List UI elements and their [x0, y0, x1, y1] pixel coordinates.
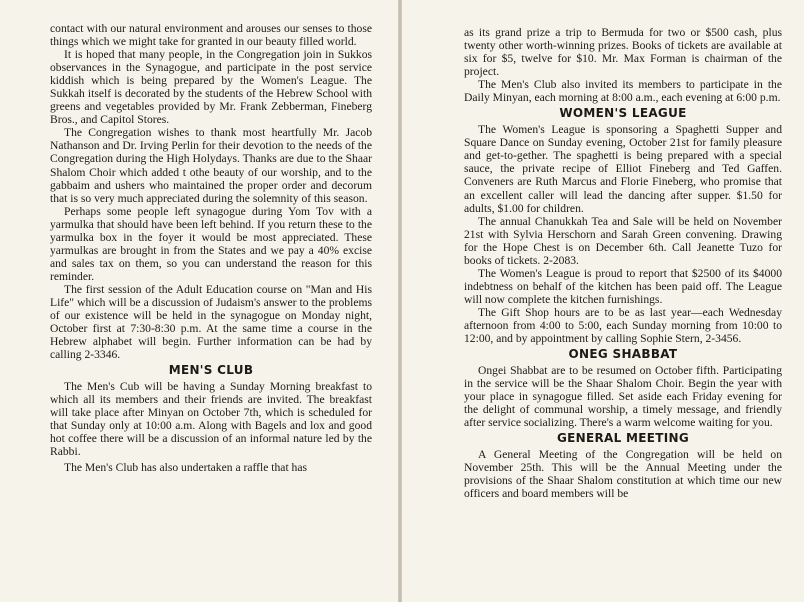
- paragraph-spaghetti-supper: The Women's League is sponsoring a Spaghetti Supper and Square Dance on Sunday evening, October 21st for family pleasure and get-to-gether. The spaghetti is being prepared with a special sauce, the private recipe of Elliot Fineberg and Ted Gaffen. Conveners are Ruth Marcus and Florie Fineberg, who promise that an excellent caller will lead the dancing after supper. $1.50 for adults, $1.00 for children.: [464, 123, 782, 215]
- paragraph-general-meeting: A General Meeting of the Congregation will be held on November 25th. This will be the Annual Meeting under the provisions of the Shaar Shalom constitution at which time our new officers and board members will be: [464, 448, 782, 501]
- womens-league-heading: WOMEN'S LEAGUE: [559, 106, 687, 121]
- left-page: [0, 0, 398, 602]
- general-meeting-heading: GENERAL MEETING: [556, 431, 690, 446]
- paragraph-thanks: The Congregation wishes to thank most heartfully Mr. Jacob Nathanson and Dr. Irving Perlin for their devotion to the needs of the Congregation during the High Holydays. Thanks are due to the Shaar Shalom Choir which added t othe beauty of our worship, and to the gabbaim and ushers who maintained the proper order and decorum that is so very much appreciated during the solemnity of this season.: [50, 126, 372, 205]
- paragraph-gift-shop: The Gift Shop hours are to be as last year—each Wednesday afternoon from 4:00 to 5:00, each Sunday morning from 10:00 to 12:00, and by appointment by calling Sophie Stern, 2-3456.: [464, 305, 782, 346]
- paragraph-raffle-continued: as its grand prize a trip to Bermuda for two or $500 cash, plus twenty other worth-winning prizes. Books of tickets are available at six for $5, twelve for $10. Mr. Max Forman is chairman of the project.: [464, 26, 782, 79]
- paragraph-daily-minyan: The Men's Club also invited its members to participate in the Daily Minyan, each morning at 8:00 a.m., each evening at 6:00 p.m.: [464, 78, 782, 105]
- paragraph-ongei-shabbat: Ongei Shabbat are to be resumed on October fifth. Participating in the service will be the Shaar Shalom Choir. Begin the year with your place in synagogue filled. Set aside each Friday evening for the delight of communal worship, a timely message, and friendly after service socializing. There's a warm welcome waiting for you.: [464, 364, 782, 430]
- left-column: [50, 22, 372, 474]
- paragraph-mens-club-raffle-start: The Men's Club has also undertaken a raffle that has: [64, 460, 308, 474]
- mens-club-heading: MEN'S CLUB: [168, 363, 254, 378]
- paragraph-mens-club-breakfast: The Men's Cub will be having a Sunday Morning breakfast to which all its members and their friends are invited. The breakfast will take place after Minyan on October 7th, which is scheduled for that Sunday only at 10:00 a.m. Along with Bagels and lox and good hot coffee there will be a discussion of an informal nature led by the Rabbi.: [50, 380, 372, 459]
- paragraph-adult-education: The first session of the Adult Education course on "Man and His Life" which will be a discussion of Judaism's answer to the problems of our existence will be held in the synagogue on Monday night, October first at 7:30-8:30 p.m. At the same time a course in the Hebrew alphabet will begin. Further information can be had by calling 2-3346.: [50, 282, 372, 362]
- right-column: [464, 26, 782, 501]
- oneg-shabbat-heading: ONEG SHABBAT: [568, 347, 678, 362]
- paragraph-kitchen-indebtness: The Women's League is proud to report that $2500 of its $4000 indebtness on behalf of the kitchen has been paid off. The League will now complete the kitchen furnishings.: [464, 266, 782, 306]
- paragraph-yarmulka: Perhaps some people left synagogue during Yom Tov with a yarmulka that should have been left behind. If you return these to the yarmulka box in the foyer it would be most appreciated. These yarmulkas are brought in from the States and we pay a 40% excise and sales tax on them, so you can understand the reason for this reminder.: [50, 204, 372, 283]
- paragraph-sukkos-continued: contact with our natural environment and arouses our senses to those things which we might take for granted in our beauty filled world.: [50, 22, 372, 49]
- paragraph-sukkos-kiddish: It is hoped that many people, in the Congregation join in Sukkos observances in the Synagogue, and participate in the post service kiddish which is being prepared by the Women's League. The Sukkah itself is decorated by the students of the Hebrew School with greens and vegetables provided by Mr. Frank Zebberman, Fineberg Bros., and Capitol Stores.: [50, 48, 372, 127]
- paragraph-chanukkah-tea: The annual Chanukkah Tea and Sale will be held on November 21st with Sylvia Herschorn and Sarah Green convening. Drawing for the Hope Chest is on December 6th. Call Jeanette Tuzo for books of tickets. 2-2083.: [464, 214, 782, 267]
- right-page: [402, 0, 804, 602]
